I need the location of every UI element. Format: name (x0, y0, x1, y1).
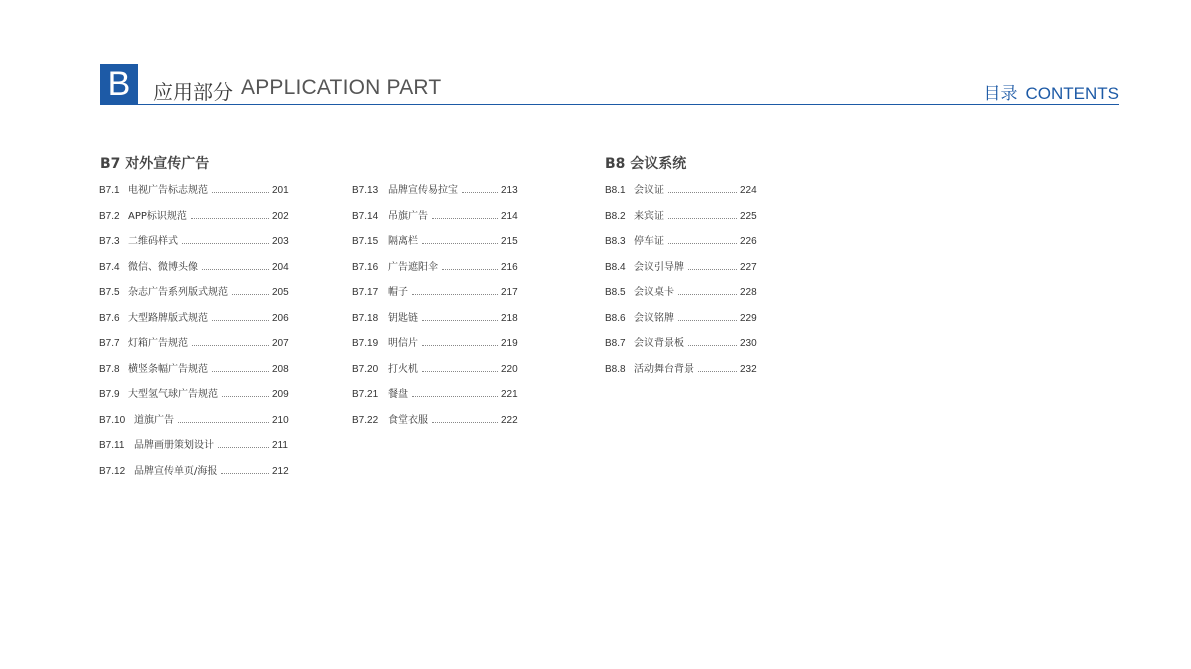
toc-entry-number: B7.15 (352, 236, 379, 247)
toc-entry-page: 226 (740, 236, 757, 247)
toc-entry-page: 227 (740, 261, 757, 273)
toc-leader-dots (668, 243, 737, 244)
toc-entry-page: 214 (501, 210, 518, 222)
toc-entry-page: 219 (501, 338, 518, 349)
toc-entry[interactable] (99, 211, 294, 237)
toc-leader-dots (221, 473, 269, 474)
toc-entry-number: B7.5 (99, 287, 120, 298)
toc-entry[interactable] (352, 236, 524, 262)
toc-entry-label: 食堂衣服 (388, 414, 428, 426)
toc-leader-dots (422, 243, 498, 244)
toc-entry-number: B7.16 (352, 261, 379, 273)
toc-entry-number: B7.13 (352, 185, 379, 196)
toc-leader-dots (668, 218, 737, 219)
toc-entry-number: B7.1 (99, 185, 120, 196)
toc-leader-dots (218, 447, 269, 448)
toc-entry[interactable] (352, 262, 524, 288)
toc-entry-page: 228 (740, 287, 757, 298)
toc-entry-page: 204 (272, 261, 289, 273)
toc-entry-label: 会议背景板 (634, 338, 684, 349)
toc-entry-number: B7.12 (99, 465, 126, 477)
toc-entry-page: 222 (501, 414, 518, 426)
toc-leader-dots (422, 320, 498, 321)
toc-leader-dots (422, 345, 498, 346)
toc-entry[interactable] (99, 313, 294, 339)
toc-entry[interactable] (352, 211, 524, 237)
toc-leader-dots (698, 371, 737, 372)
toc-entry-label: 品牌宣传单页/海报 (134, 465, 218, 477)
toc-entry-number: B7.9 (99, 389, 120, 400)
toc-entry-number: B7.14 (352, 210, 379, 222)
toc-entry-page: 211 (272, 440, 288, 451)
toc-leader-dots (678, 294, 737, 295)
toc-entry-label: 广告遮阳伞 (388, 261, 438, 273)
toc-entry-number: B8.2 (605, 210, 626, 222)
toc-entry-number: B8.4 (605, 261, 626, 273)
toc-entry-number: B7.11 (99, 440, 125, 451)
toc-entry-page: 229 (740, 312, 757, 324)
toc-entry-label: 来宾证 (634, 210, 664, 222)
toc-entry-label: 二维码样式 (128, 236, 178, 247)
toc-entry[interactable] (352, 287, 524, 313)
toc-leader-dots (182, 243, 269, 244)
contents-label-cn: 目录 (983, 84, 1018, 104)
toc-entry-page: 208 (272, 363, 289, 375)
toc-entry[interactable] (352, 415, 524, 441)
page-header (100, 64, 1119, 105)
toc-leader-dots (668, 192, 737, 193)
toc-entry[interactable] (605, 338, 763, 364)
toc-entry-label: 横竖条幅广告规范 (128, 363, 208, 375)
toc-entry[interactable] (352, 185, 524, 211)
toc-entry[interactable] (352, 338, 524, 364)
toc-entry[interactable] (352, 364, 524, 390)
toc-entry-label: APP标识规范 (128, 210, 187, 222)
toc-entry[interactable] (605, 236, 763, 262)
toc-entry-page: 230 (740, 338, 757, 349)
toc-entry-label: 会议桌卡 (634, 287, 674, 298)
toc-entry-label: 餐盘 (388, 389, 408, 400)
toc-entry-page: 217 (501, 287, 518, 298)
toc-entry-number: B7.2 (99, 210, 120, 222)
toc-entry-number: B7.10 (99, 414, 126, 426)
toc-entry-label: 钥匙链 (388, 312, 418, 324)
toc-entry-number: B7.7 (99, 338, 120, 349)
toc-entry-page: 210 (272, 414, 289, 426)
toc-entry-number: B8.5 (605, 287, 626, 298)
toc-leader-dots (678, 320, 737, 321)
toc-entry-page: 215 (501, 236, 518, 247)
toc-entry-number: B8.7 (605, 338, 626, 349)
toc-leader-dots (212, 192, 269, 193)
toc-entry-page: 213 (501, 185, 518, 196)
toc-leader-dots (688, 345, 737, 346)
toc-entry-number: B7.4 (99, 261, 120, 273)
toc-entry-number: B7.20 (352, 363, 379, 375)
toc-leader-dots (212, 320, 269, 321)
toc-entry-number: B7.8 (99, 363, 120, 375)
toc-entry-label: 打火机 (388, 363, 418, 375)
toc-entry-label: 微信、微博头像 (128, 261, 198, 273)
toc-entry[interactable] (352, 313, 524, 339)
toc-entry[interactable] (99, 338, 294, 364)
toc-entry-page: 206 (272, 312, 289, 324)
toc-entry-page: 212 (272, 465, 289, 477)
toc-entry-number: B7.19 (352, 338, 379, 349)
toc-entry-label: 电视广告标志规范 (128, 185, 208, 196)
toc-entry-label: 杂志广告系列版式规范 (128, 287, 228, 298)
toc-entry-number: B7.6 (99, 312, 120, 324)
toc-entry-page: 218 (501, 312, 518, 324)
toc-entry[interactable] (99, 236, 294, 262)
toc-entry-label: 会议证 (634, 185, 664, 196)
toc-entry[interactable] (99, 389, 294, 415)
toc-column-1 (99, 185, 294, 491)
toc-entry[interactable] (99, 440, 294, 466)
toc-entry-number: B7.18 (352, 312, 379, 324)
toc-entry[interactable] (99, 262, 294, 288)
toc-leader-dots (192, 345, 269, 346)
toc-entry-number: B7.21 (352, 389, 379, 400)
toc-entry-number: B8.6 (605, 312, 626, 324)
toc-leader-dots (412, 294, 498, 295)
toc-entry[interactable] (99, 466, 294, 492)
toc-entry-label: 大型路牌版式规范 (128, 312, 208, 324)
toc-entry-label: 灯箱广告规范 (128, 338, 188, 349)
section-title-b8: B8 会议系统 (605, 156, 687, 172)
header-divider (100, 104, 1119, 105)
toc-entry-page: 205 (272, 287, 289, 298)
toc-entry-page: 220 (501, 363, 518, 375)
toc-leader-dots (462, 192, 498, 193)
toc-entry-page: 232 (740, 363, 757, 375)
toc-entry-label: 品牌画册策划设计 (134, 440, 214, 451)
toc-leader-dots (412, 396, 498, 397)
toc-entry-number: B8.3 (605, 236, 626, 247)
toc-entry-label: 活动舞台背景 (634, 363, 694, 375)
toc-entry[interactable] (99, 185, 294, 211)
toc-entry-label: 停车证 (634, 236, 664, 247)
toc-entry-number: B8.1 (605, 185, 626, 196)
toc-entry-page: 209 (272, 389, 289, 400)
part-title-cn: 应用部分 (153, 80, 233, 104)
toc-column-2 (352, 185, 524, 440)
toc-leader-dots (232, 294, 269, 295)
contents-label-en: CONTENTS (1025, 84, 1119, 103)
toc-entry-number: B7.22 (352, 414, 379, 426)
toc-entry-label: 吊旗广告 (388, 210, 428, 222)
toc-entry-page: 203 (272, 236, 289, 247)
toc-entry[interactable] (605, 262, 763, 288)
toc-leader-dots (432, 422, 498, 423)
toc-entry-number: B7.3 (99, 236, 120, 247)
toc-entry-number: B7.17 (352, 287, 379, 298)
toc-entry[interactable] (605, 364, 763, 390)
toc-entry-page: 216 (501, 261, 518, 273)
toc-entry[interactable] (99, 415, 294, 441)
toc-entry-page: 221 (501, 389, 518, 400)
toc-leader-dots (222, 396, 269, 397)
toc-entry-label: 会议铭牌 (634, 312, 674, 324)
toc-entry-page: 225 (740, 210, 757, 222)
toc-entry-page: 207 (272, 338, 289, 349)
toc-leader-dots (422, 371, 498, 372)
section-badge: B (100, 64, 138, 104)
toc-leader-dots (432, 218, 498, 219)
toc-column-3 (605, 185, 763, 389)
toc-entry-label: 隔离栏 (388, 236, 418, 247)
toc-entry[interactable] (605, 287, 763, 313)
toc-entry-page: 224 (740, 185, 757, 196)
section-title-b7: B7 对外宣传广告 (100, 156, 210, 172)
toc-entry[interactable] (605, 313, 763, 339)
toc-entry[interactable] (605, 211, 763, 237)
toc-leader-dots (191, 218, 269, 219)
toc-entry-page: 201 (272, 185, 289, 196)
toc-entry-label: 大型氢气球广告规范 (128, 389, 218, 400)
toc-entry[interactable] (99, 364, 294, 390)
toc-entry-label: 道旗广告 (134, 414, 174, 426)
toc-entry-label: 明信片 (388, 338, 418, 349)
contents-label (984, 79, 1120, 104)
toc-entry-label: 品牌宣传易拉宝 (388, 185, 458, 196)
toc-leader-dots (202, 269, 269, 270)
toc-leader-dots (212, 371, 269, 372)
toc-entry-number: B8.8 (605, 363, 626, 375)
toc-leader-dots (178, 422, 269, 423)
part-title-en: APPLICATION PART (241, 76, 442, 99)
toc-entry-label: 帽子 (388, 287, 408, 298)
toc-entry[interactable] (605, 185, 763, 211)
toc-leader-dots (688, 269, 737, 270)
toc-leader-dots (442, 269, 498, 270)
toc-entry[interactable] (99, 287, 294, 313)
toc-entry-page: 202 (272, 210, 289, 222)
toc-entry-label: 会议引导牌 (634, 261, 684, 273)
toc-entry[interactable] (352, 389, 524, 415)
